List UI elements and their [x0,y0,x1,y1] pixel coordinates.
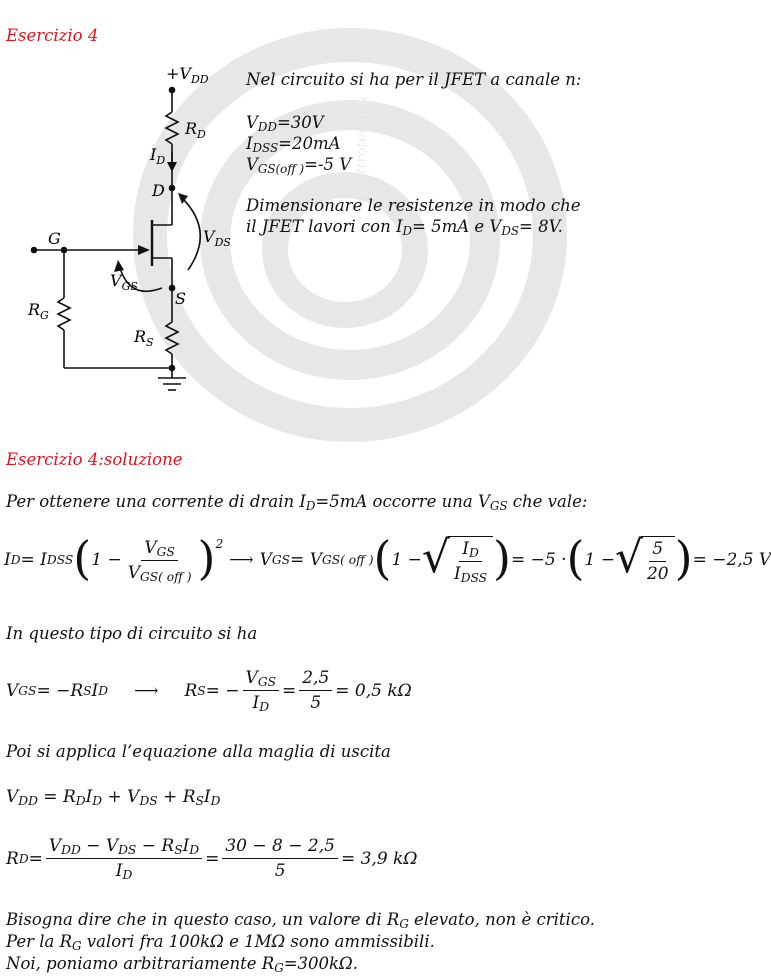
equation-rd: R D = $\frac{V_{DD} - V_{DS} - R_SI_D}{I_D}$ = $\frac{30 - 8 - 2,5}{5}$ = 3,9 kΩ [6,836,418,883]
solution-paragraph-2: In questo tipo di circuito si ha [6,624,258,643]
solution-conclusion [6,909,595,975]
rd-resistor [166,112,178,144]
rg-label: R [28,300,41,319]
rd-label: R [185,119,198,138]
svg-text:RS: $R_S$ [134,327,154,349]
equation-output-loop: $V_{DD} = R_DI_D + V_{DS} + R_SI_D$ [6,787,221,809]
id-label: I [150,145,157,164]
equation-shockley: I D = I DSS ( 1 − $\frac{V_{GS}}{V_{GS( off )}}$ ) $^2$ ⟶ V GS = V GS( off ) ( 1 − √ $\frac{I_D}{I_{DSS}}$ ) = −5 · ( 1 − √ $\frac{5}{20}$ ) = −2,5 V [4,531,771,586]
watermark-text: elettrotecnica [354,96,370,195]
drain-label: D [152,181,165,200]
given-idss: $I_{DSS}=20mA$ [246,134,341,155]
conclusion-line-1: Bisogna dire che in questo caso, un valore di $R_G$ elevato, non è critico. [6,910,595,931]
equation-rs: V GS = −R S I D ⟶ R S = − $\frac{V_{GS}}{I_D}$ = $\frac{2,5}{5}$ = 0,5 kΩ [6,668,412,715]
svg-text:RG: $R_G$ [28,300,49,322]
problem-intro: Nel circuito si ha per il JFET a canale n: [246,70,582,89]
task-line-2: il JFET lavori con $I_D= 5mA$ e $V_{DS}= 8V$. [246,217,563,238]
given-vgsoff: $V_{GS(off )}=-5$ V [246,155,352,176]
arrow-icon: ⟶ [229,550,254,570]
source-label: S [175,289,186,308]
vgs-label: V [110,271,122,290]
rg-resistor [58,298,70,330]
gate-terminal [32,248,37,253]
task-line-1: Dimensionare le resistenze in modo che [246,196,581,215]
conclusion-line-2: Per la $R_G$ valori fra 100kΩ e 1MΩ sono ammissibili. [6,932,435,953]
vds-label: V [203,227,215,246]
svg-text:VGS: $V_{GS}$ [110,271,138,293]
jfet-circuit-diagram [20,60,240,400]
gate-arrow-head [138,245,150,255]
rs-label: R [134,327,147,346]
vds-arrow [180,196,200,270]
solution-paragraph-3: Poi si applica l’equazione alla maglia di uscita [6,742,391,761]
ground-junction [170,366,175,371]
solution-title: Esercizio 4:soluzione [6,450,183,469]
solution-paragraph-1: Per ottenere una corrente di drain $I_D=5mA$ occorre una $V_{GS}$ che vale: [6,492,588,513]
exercise-title: Esercizio 4 [6,26,99,45]
rs-resistor [166,322,178,354]
svg-text:+VDD: $+V_{DD}$ [166,64,209,86]
vdd-label: +V [166,64,191,83]
problem-statement [246,69,582,237]
arrow-icon: ⟶ [134,680,159,701]
svg-text:ID: $I_D$ [150,145,166,167]
gate-label: G [48,229,61,248]
svg-text:VDS: $V_{DS}$ [203,227,231,249]
conclusion-line-3: Noi, poniamo arbitrariamente $R_G=300k\Omega$. [6,954,358,975]
svg-text:RD: $R_D$ [185,119,206,141]
given-vdd: $V_{DD}=30V$ [246,113,324,134]
